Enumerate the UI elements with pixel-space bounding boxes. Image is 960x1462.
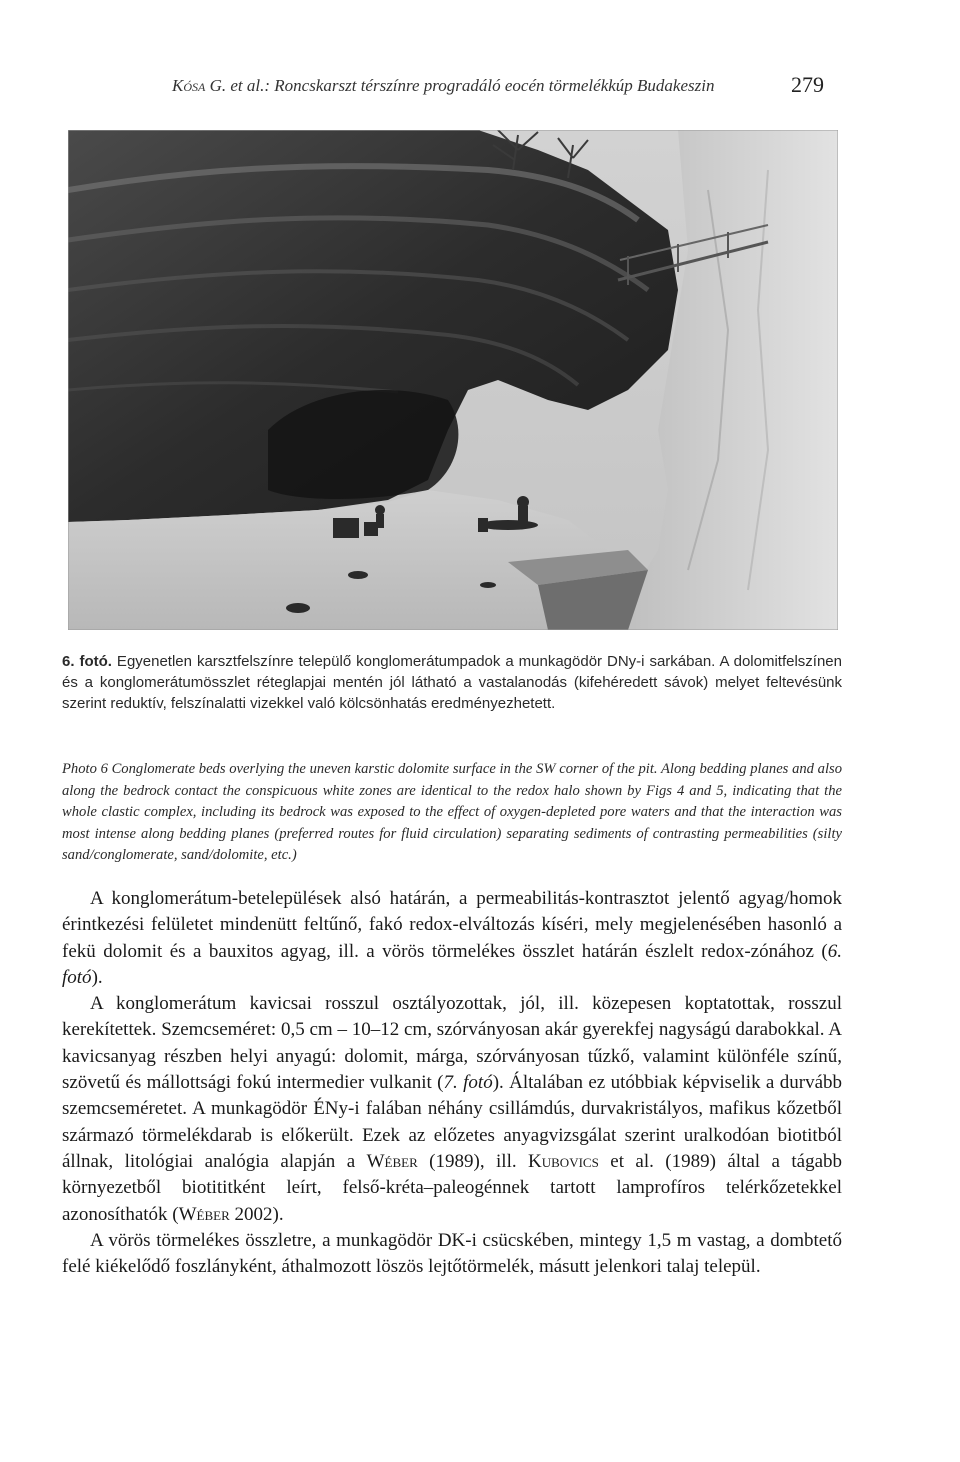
body-text — [62, 886, 842, 1280]
paragraph-2 — [62, 991, 842, 1228]
running-article-title: Roncskarszt térszínre progradáló eocén törmelékkúp Budakeszin — [274, 76, 715, 95]
photo-6 — [68, 130, 838, 630]
paragraph-3: A vörös törmelékes összletre, a munkagödör DK-i csücskében, mintegy 1,5 m vastag, a dombtető felé kiékelődő foszlányként, áthalmozott löszös lejtőtörmelék, másutt jelenkori talaj települ. — [62, 1229, 842, 1278]
running-title — [172, 76, 714, 96]
paragraph-1-end: ). — [91, 966, 103, 988]
running-author: Kósa G. — [172, 76, 227, 95]
page-number: 279 — [791, 72, 824, 97]
photo-reference-6: 6. fotó — [62, 940, 842, 988]
running-etal: et al.: — [226, 76, 275, 95]
author-weber-1989: Wéber — [366, 1150, 418, 1172]
paragraph-2-text-b: ). Általában ez utóbbiak képviselik a durvább szemcseméretet. A munkagödör ÉNy-i falában néhány csillámdús, durvakristályos, mafikus kőzetből származó törmelékdarab is előkerült. Ezek az előzetes anyagvizsgálat szerint uralkodóan biotitból állnak, litológiai analógia alapján a — [62, 1072, 842, 1172]
running-header — [172, 72, 824, 102]
caption-english: Photo 6 Conglomerate beds overlying the uneven karstic dolomite surface in the SW corner of the pit. Along bedding planes and also along the bedrock contact the conspicuous white zones are identical to the redox halo shown by Figs 4 and 5, indicating that the whole clastic complex, including its bedrock was exposed to the effect of oxygen-depleted pore waters and that the interaction was most intense along bedding planes (preferred routes for fluid circulation) separating sediments of contrasting permeabilities (silty sand/conglomerate, sand/dolomite, etc.) — [62, 761, 842, 863]
caption-hungarian — [62, 651, 842, 714]
paragraph-2-text-d: et al. (1989) által a tágabb környezetből biotititként leírt, felső-kréta–paleogénnek tartott lamprofíros telérkőzetekkel azonosíthatók ( — [62, 1150, 843, 1225]
caption-hu-text: Egyenetlen karsztfelszínre települő konglomerátumpadok a munkagödör DNy-i sarkában. A dolomitfelszínen és a konglomerátumösszlet réteglapjai mentén jól látható a vastalanodás (kifehéredett sávok) melyet feltevésünk szerint reduktív, felszínalatti vizekkel való kölcsönhatás eredményezhetett. — [62, 653, 842, 712]
paragraph-1-text: A konglomerátum-betelepülések alsó határán, a permeabilitás-kontrasztot jelentő agyag/homok érintkezési felületet mindenütt feltűnő, fakó redox-elváltozás kíséri, mely megjelenésében hasonló a fekü dolomit és a bauxitos agyag, ill. a vörös törmelékes összlet határán észlelt redox-zónához ( — [62, 888, 842, 962]
caption-hu-label: 6. fotó. — [62, 653, 112, 670]
paragraph-2-end: 2002). — [229, 1203, 284, 1225]
author-weber-2002: Wéber — [178, 1203, 230, 1225]
author-kubovics: Kubovics — [528, 1150, 599, 1172]
paragraph-2-text: A konglomerátum kavicsai rosszul osztályozottak, jól, ill. közepesen koptatottak, rosszul kerekítettek. Szemcseméret: 0,5 cm – 10–12 cm, szórványosan akár gyerekfej nagyságú darabokkal. A kavicsanyag részben helyi anyagú: dolomit, márga, szórványosan tűzkő, valamint különféle színű, szövetű és mállottsági fokú intermedier vulkanit ( — [62, 993, 842, 1094]
paragraph-1 — [62, 886, 842, 991]
paragraph-2-text-c: (1989), ill. — [417, 1150, 529, 1172]
photo-6-image — [68, 130, 838, 630]
photo-reference-7: 7. fotó — [443, 1072, 493, 1094]
